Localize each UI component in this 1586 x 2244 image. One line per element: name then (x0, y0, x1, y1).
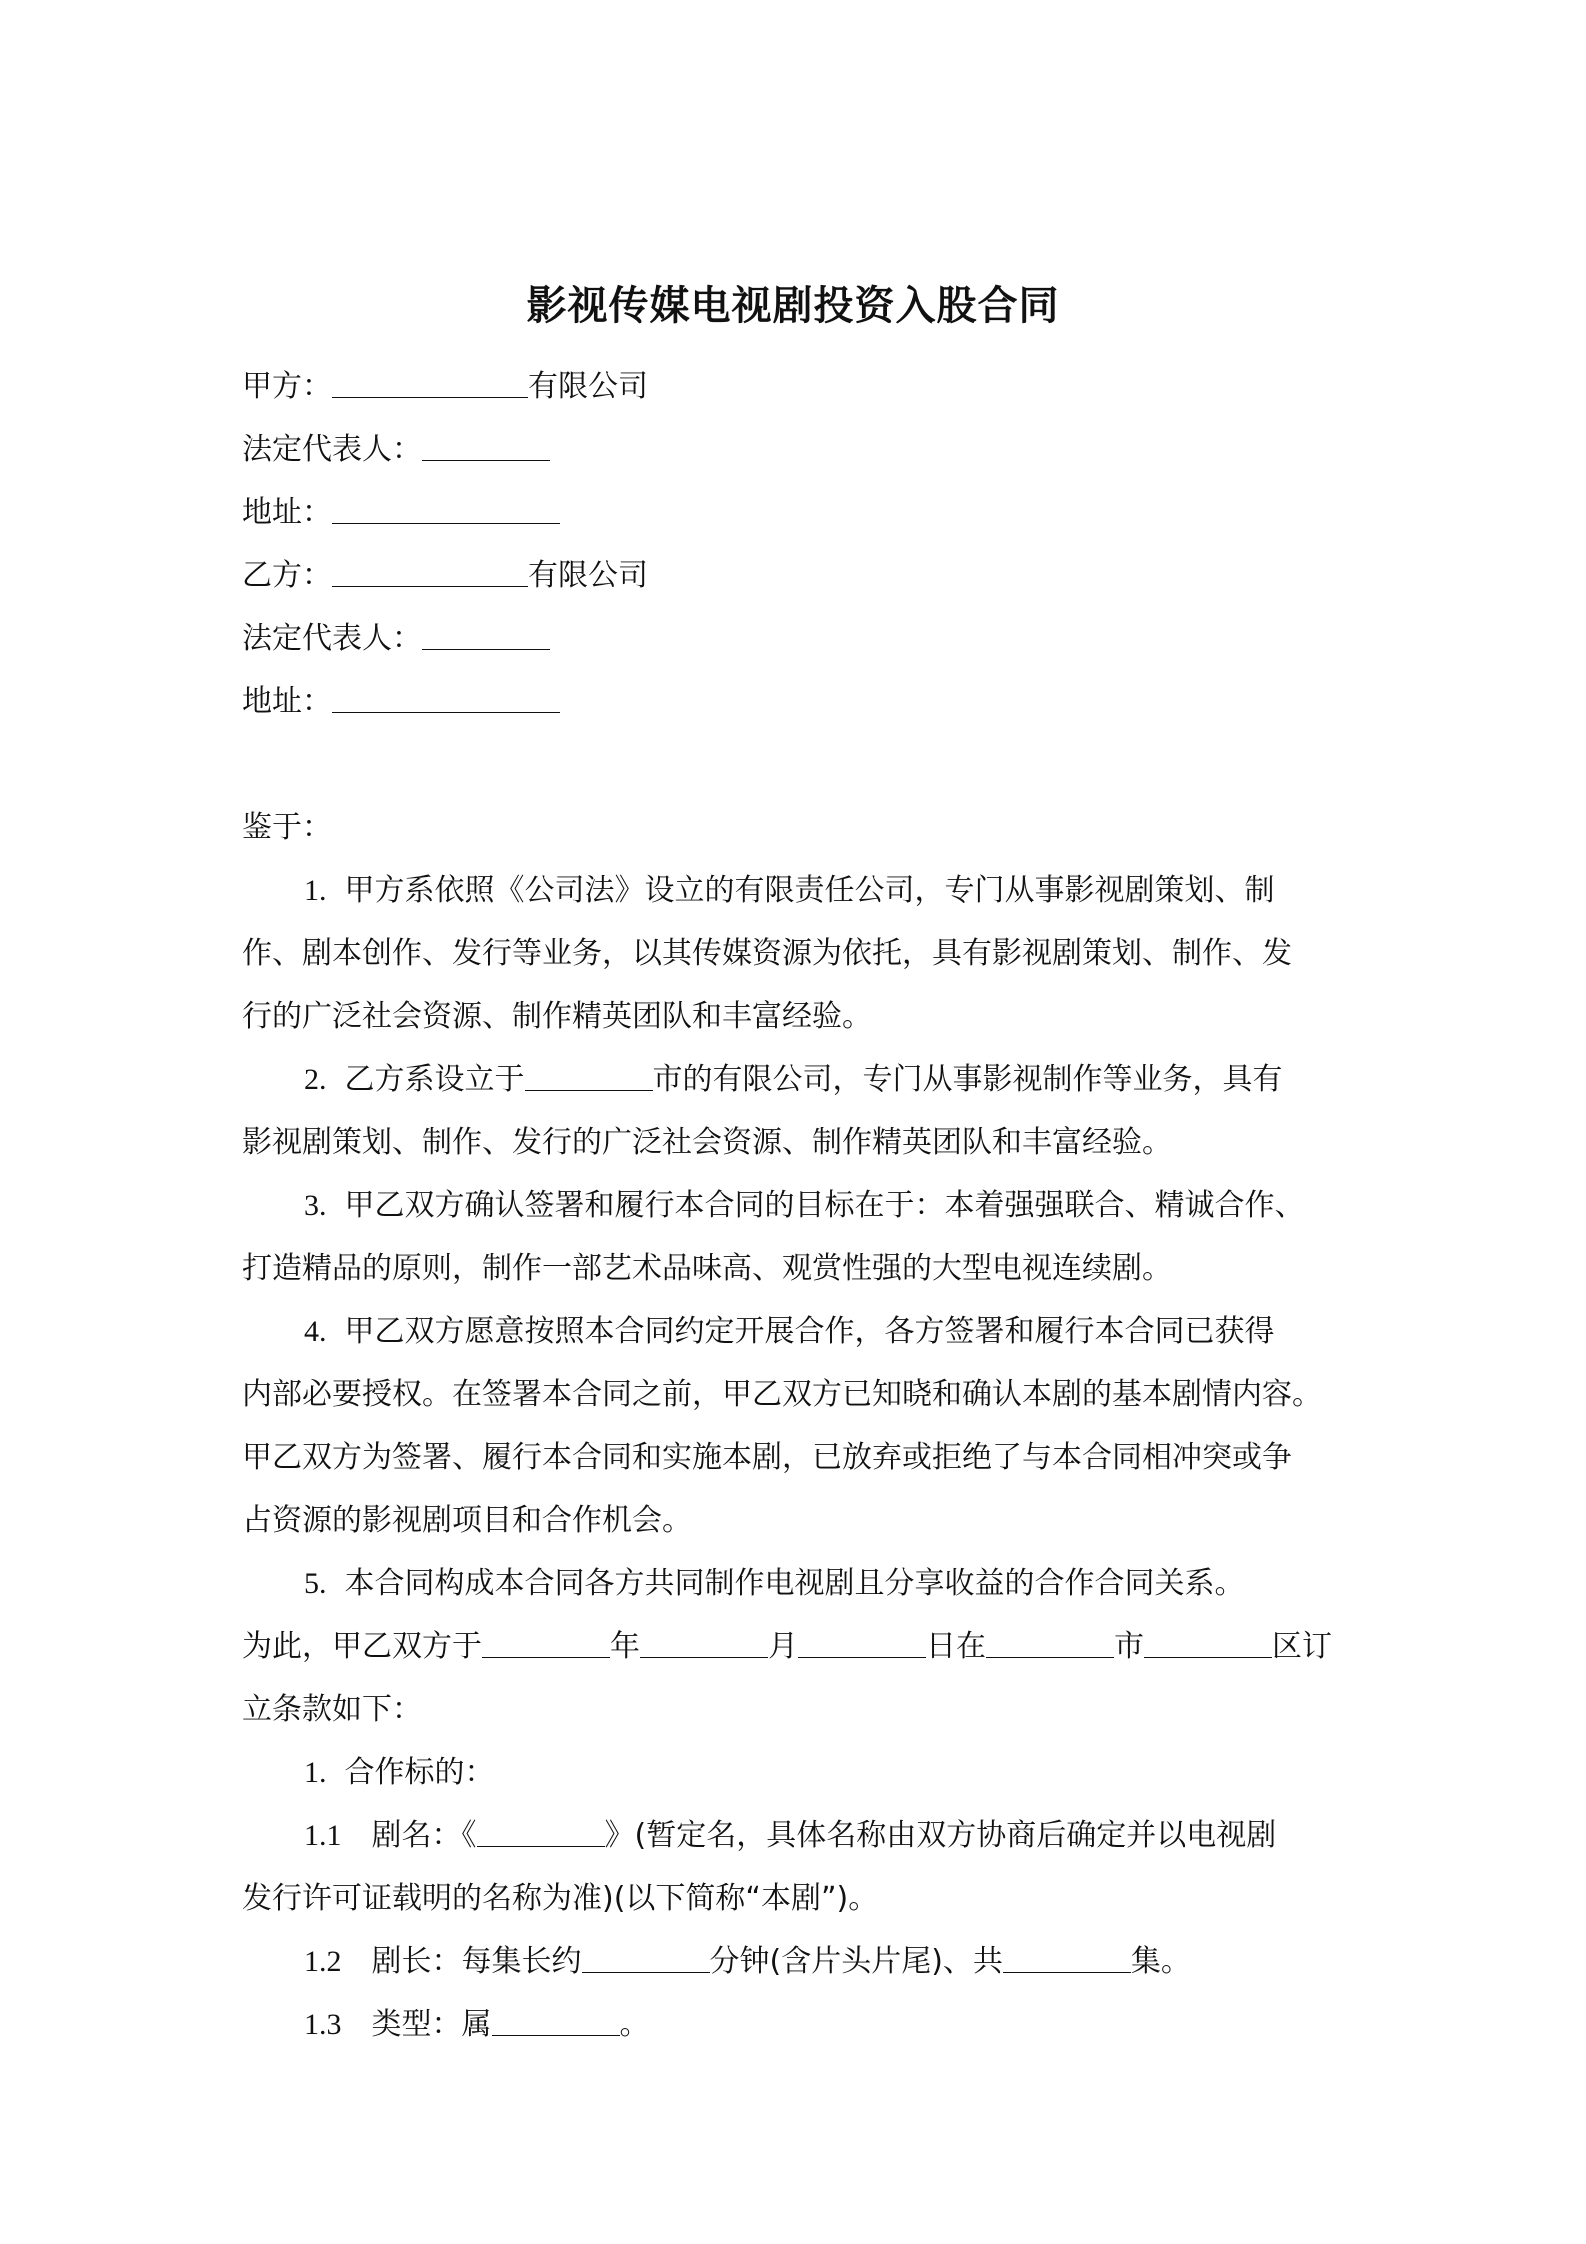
whereas-heading: 鉴于： (242, 810, 332, 845)
party-a-rep-label: 法定代表人： (242, 432, 422, 467)
clause-number: 1.1 (304, 1819, 342, 1852)
hereby-text: 市 (1114, 1629, 1144, 1664)
party-a-address-line (242, 493, 1362, 533)
party-b-address-line (242, 682, 1362, 722)
item-number: 4. (304, 1315, 327, 1348)
party-a-line (242, 367, 1362, 407)
city-blank (525, 1060, 653, 1091)
whereas-item-3 (304, 1186, 1424, 1226)
item-text-line: 影视剧策划、制作、发行的广泛社会资源、制作精英团队和丰富经验。 (242, 1125, 1172, 1160)
item-text: 甲乙双方愿意按照本合同约定开展合作，各方签署和履行本合同已获得 (344, 1314, 1275, 1349)
party-b-name-blank (332, 556, 528, 587)
clause-text: 集。 (1130, 1944, 1191, 1979)
item-text: 甲方系依照《公司法》设立的有限责任公司，专门从事影视剧策划、制 (344, 873, 1275, 908)
city-blank (986, 1627, 1114, 1658)
section-title: 合作标的： (344, 1755, 495, 1790)
month-blank (640, 1627, 768, 1658)
section-1-heading (304, 1753, 1424, 1793)
page-title: 影视传媒电视剧投资入股合同 (526, 283, 1060, 329)
item-number: 3. (304, 1189, 327, 1222)
item-text-line: 作、剧本创作、发行等业务，以其传媒资源为依托，具有影视剧策划、制作、发 (242, 936, 1292, 971)
party-b-rep-line (242, 619, 1362, 659)
item-number: 5. (304, 1567, 327, 1600)
party-a-label: 甲方： (242, 369, 332, 404)
year-blank (482, 1627, 610, 1658)
clause-1-1 (304, 1816, 1424, 1856)
hereby-text: 年 (610, 1629, 640, 1664)
item-text-line: 内部必要授权。在签署本合同之前，甲乙双方已知晓和确认本剧的基本剧情内容。 (242, 1377, 1322, 1412)
clause-text: 分钟(含片头片尾)、共 (709, 1944, 1003, 1979)
party-b-line (242, 556, 1362, 596)
party-a-address-blank (332, 493, 560, 524)
minutes-blank (582, 1942, 710, 1973)
item-text-line: 甲乙双方为签署、履行本合同和实施本剧，已放弃或拒绝了与本合同相冲突或争 (242, 1440, 1292, 1475)
party-a-rep-blank (422, 430, 550, 461)
item-number: 2. (304, 1063, 327, 1096)
whereas-item-2 (304, 1060, 1424, 1100)
day-blank (798, 1627, 926, 1658)
clause-number: 1.2 (304, 1945, 342, 1978)
clause-text: 》(暂定名，具体名称由双方协商后确定并以电视剧 (604, 1818, 1277, 1853)
party-b-rep-blank (422, 619, 550, 650)
hereby-line (242, 1627, 1362, 1667)
party-a-suffix: 有限公司 (528, 369, 648, 404)
item-text: 乙方系设立于 (344, 1062, 525, 1097)
clause-number: 1.3 (304, 2008, 342, 2041)
party-a-address-label: 地址： (242, 495, 332, 530)
episodes-blank (1003, 1942, 1131, 1973)
title-blank (477, 1816, 605, 1847)
item-text: 市的有限公司，专门从事影视制作等业务，具有 (652, 1062, 1283, 1097)
party-b-label: 乙方： (242, 558, 332, 593)
hereby-text: 月 (768, 1629, 798, 1664)
whereas-item-4 (304, 1312, 1424, 1352)
party-b-address-blank (332, 682, 560, 713)
whereas-item-1 (304, 871, 1424, 911)
party-a-name-blank (332, 367, 528, 398)
clause-text: 。 (619, 2007, 650, 2042)
item-text-line: 行的广泛社会资源、制作精英团队和丰富经验。 (242, 999, 872, 1034)
district-blank (1144, 1627, 1272, 1658)
clause-text-line: 发行许可证载明的名称为准)(以下简称“本剧”)。 (242, 1881, 879, 1916)
clause-text: 类型：属 (371, 2007, 492, 2042)
whereas-item-5 (304, 1564, 1424, 1604)
genre-blank (492, 2005, 620, 2036)
hereby-text: 区订 (1272, 1629, 1332, 1664)
clause-1-3 (304, 2005, 1424, 2045)
party-b-suffix: 有限公司 (528, 558, 648, 593)
hereby-text: 日在 (926, 1629, 986, 1664)
item-text-line: 占资源的影视剧项目和合作机会。 (242, 1503, 692, 1538)
hereby-text: 为此，甲乙双方于 (242, 1629, 482, 1664)
hereby-text-line: 立条款如下： (242, 1692, 422, 1727)
item-text: 甲乙双方确认签署和履行本合同的目标在于：本着强强联合、精诚合作、 (344, 1188, 1305, 1223)
section-number: 1. (304, 1756, 327, 1789)
item-text: 本合同构成本合同各方共同制作电视剧且分享收益的合作合同关系。 (344, 1566, 1245, 1601)
party-b-address-label: 地址： (242, 684, 332, 719)
item-number: 1. (304, 874, 327, 907)
item-text-line: 打造精品的原则，制作一部艺术品味高、观赏性强的大型电视连续剧。 (242, 1251, 1172, 1286)
clause-text: 剧名：《 (371, 1818, 477, 1853)
clause-1-2 (304, 1942, 1424, 1982)
party-a-rep-line (242, 430, 1362, 470)
clause-text: 剧长：每集长约 (371, 1944, 582, 1979)
party-b-rep-label: 法定代表人： (242, 621, 422, 656)
